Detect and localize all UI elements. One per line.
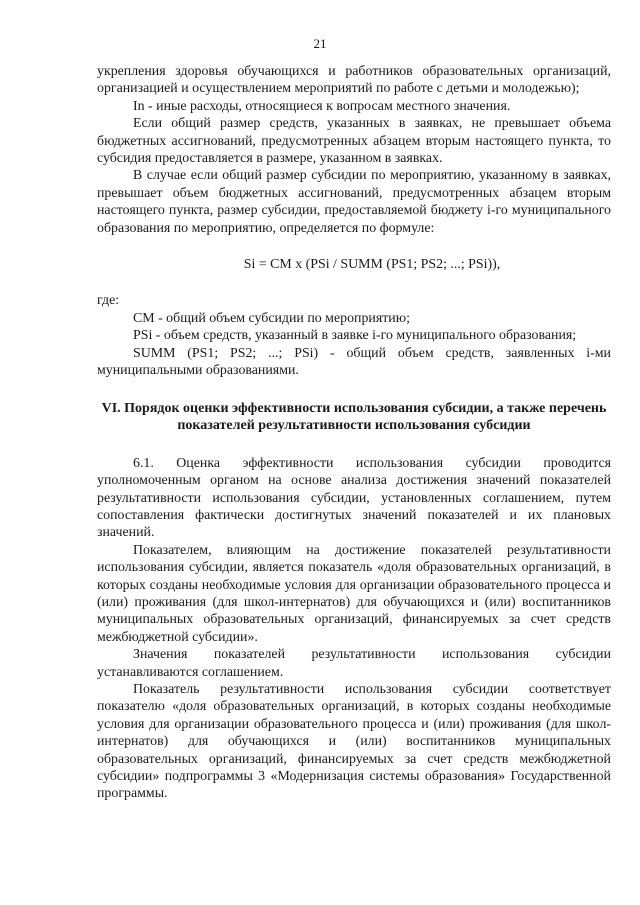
formula-where-label: где: xyxy=(97,293,120,309)
paragraph-in-definition: In - иные расходы, относящиеся к вопросам местного значения. xyxy=(133,98,511,114)
definition-psi: PSi - объем средств, указанный в заявке i-го муниципального образования; xyxy=(133,328,577,344)
definition-summ: SUMM (PS1; PS2; ...; PSi) - общий объем средств, заявленных i-ми муниципальными образованиями. xyxy=(97,345,611,379)
paragraph-total-exceeding: В случае если общий размер субсидии по мероприятию, указанному в заявках, превышает объем бюджетных ассигнований, предусмотренных абзацем вторым настоящего пункта, размер субсидии, предоставляемой бюджету i-го муниципального образования по мероприятию, определяется по формуле: xyxy=(97,168,611,236)
section-heading: VI. Порядок оценки эффективности использования субсидии, а также перечень показателей результативности использования субсидии xyxy=(101,400,607,434)
paragraph-total-not-exceeding: Если общий размер средств, указанных в заявках, не превышает объема бюджетных ассигнований, предусмотренных абзацем вторым настоящего пункта, то субсидия предоставляется в размере, указанном в заявках. xyxy=(97,116,611,167)
paragraph-influencing-indicator: Показателем, влияющим на достижение показателей результативности использования субсидии, является показатель «доля образовательных организаций, в которых созданы необходимые условия для организации образовательного процесса и (или) проживания (для школ-интернатов) для обучающихся и (или) воспитанников муниципальных образовательных организаций, финансируемых за счет средств межбюджетной субсидии». xyxy=(97,542,611,645)
subsidy-formula: Si = CM x (PSi / SUMM (PS1; PS2; ...; PSi)), xyxy=(243,257,501,273)
paragraph-continuation: укрепления здоровья обучающихся и работников образовательных организаций, организацией и осуществлением мероприятий по работе с детьми и молодежью); xyxy=(97,64,611,97)
document-body xyxy=(97,63,611,803)
definition-cm: CM - общий объем субсидии по мероприятию; xyxy=(133,310,410,326)
page-number: 21 xyxy=(313,36,327,51)
paragraph-indicator-correspondence: Показатель результативности использования субсидии соответствует показателю «доля образовательных организаций, в которых созданы необходимые условия для организации образовательного процесса и (или) проживания (для школ-интернатов) для обучающихся и (или) воспитанников муниципальных образовательных организаций, финансируемых за счет средств межбюджетной субсидии» подпрограммы 3 «Модернизация системы образования» Государственной программы. xyxy=(97,681,611,802)
paragraph-6-1: 6.1. Оценка эффективности использования субсидии проводится уполномоченным органом на основе анализа достижения значений показателей результативности использования субсидии, установленных соглашением, путем сопоставления фактически достигнутых значений показателей и их плановых значений. xyxy=(97,455,611,541)
paragraph-indicator-values: Значения показателей результативности использования субсидии устанавливаются соглашением. xyxy=(97,647,611,680)
